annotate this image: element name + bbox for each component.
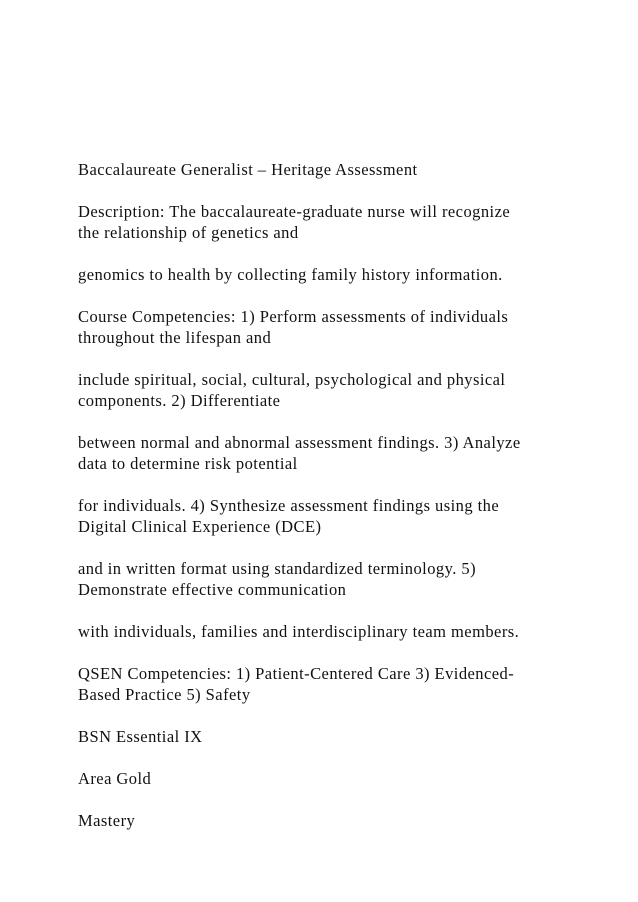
text-line: Based Practice 5) Safety [78,685,251,704]
text-line: Description: The baccalaureate-graduate nurse will recognize [78,202,511,221]
text-line: Baccalaureate Generalist – Heritage Assessment [78,160,418,179]
paragraph-competency-team [78,621,618,642]
text-line: genomics to health by collecting family history information. [78,265,503,284]
text-line: BSN Essential IX [78,727,203,746]
text-line: the relationship of genetics and [78,223,299,242]
text-line: between normal and abnormal assessment findings. 3) Analyze [78,433,521,452]
paragraph-competency-components [78,369,618,411]
paragraph-area [78,768,618,789]
text-line: components. 2) Differentiate [78,391,281,410]
text-line: Demonstrate effective communication [78,580,347,599]
paragraph-competency-communication [78,558,618,600]
paragraph-description-cont [78,264,618,285]
text-line: Mastery [78,811,136,830]
text-line: throughout the lifespan and [78,328,272,347]
document-title [78,159,618,180]
paragraph-bsn-essential [78,726,618,747]
paragraph-competency-analyze [78,432,618,474]
paragraph-course-competencies [78,306,618,348]
text-line: QSEN Competencies: 1) Patient-Centered Care 3) Evidenced- [78,664,515,683]
paragraph-competency-synthesize [78,495,618,537]
paragraph-qsen [78,663,618,705]
text-line: Area Gold [78,769,152,788]
document-body [78,159,618,852]
text-line: Digital Clinical Experience (DCE) [78,517,322,536]
text-line: data to determine risk potential [78,454,298,473]
paragraph-description [78,201,618,243]
text-line: include spiritual, social, cultural, psychological and physical [78,370,506,389]
text-line: and in written format using standardized terminology. 5) [78,559,477,578]
text-line: Course Competencies: 1) Perform assessments of individuals [78,307,509,326]
text-line: with individuals, families and interdisciplinary team members. [78,622,520,641]
text-line: for individuals. 4) Synthesize assessment findings using the [78,496,500,515]
paragraph-mastery [78,810,618,831]
